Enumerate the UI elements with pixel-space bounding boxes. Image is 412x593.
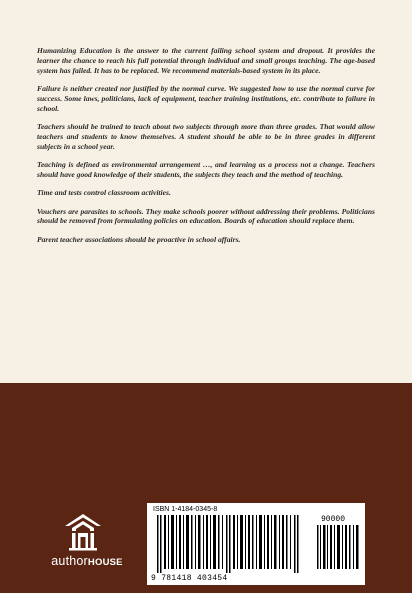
publisher-logo bbox=[44, 513, 130, 573]
blurb-paragraph: Vouchers are parasites to schools. They make schools poorer without addressing their problems. Politicians should be removed from formulating policies on education. Boards of education should replace them. bbox=[37, 206, 375, 226]
isbn-label: ISBN 1-4184-0345-8 bbox=[153, 506, 218, 513]
blurb-paragraph: Parent teacher associations should be proactive in school affairs. bbox=[37, 234, 241, 244]
publisher-name-part2: HOUSE bbox=[87, 557, 123, 568]
blurb-paragraph: Failure is neither created nor justified by the normal curve. We suggested how to use the normal curve for success. Some laws, politicians, lack of equipment, teacher training institutions, etc. contribute to failure in school. bbox=[37, 83, 375, 113]
ean-bars bbox=[157, 515, 307, 573]
blurb-paragraph: Teaching is defined as environmental arrangement …, and learning as a process not a change. Teachers should have good knowledge of their students, the subjects they teach and the method of teaching. bbox=[37, 159, 375, 179]
price-code: 90000 bbox=[321, 515, 346, 524]
blurb-paragraph: Humanizing Education is the answer to the current failing school system and dropout. It provides the learner the chance to reach his full potential through individual and small groups teaching. The age-based system has failed. It has to be replaced. We recommend materials-based system in its place. bbox=[37, 46, 375, 75]
publisher-name bbox=[44, 554, 130, 568]
blurb-paragraph: Teachers should be trained to teach about two subjects through more than three grades. That would allow teachers and students to know themselves. A student should be able to be in three grades in different subjects in a school year. bbox=[37, 121, 375, 151]
price-bars bbox=[317, 525, 361, 569]
isbn-barcode bbox=[147, 503, 365, 585]
publisher-name-part1: author bbox=[51, 554, 88, 568]
blurb-text bbox=[37, 46, 375, 253]
publisher-house-icon bbox=[63, 513, 103, 551]
ean-digits: 9 781418 403454 bbox=[151, 574, 228, 583]
blurb-paragraph: Time and tests control classroom activities. bbox=[37, 188, 171, 198]
